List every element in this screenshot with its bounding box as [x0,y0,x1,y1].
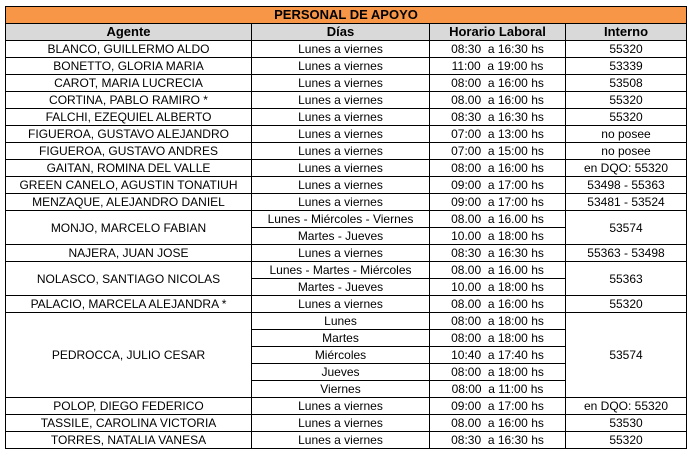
days-cell: Martes [252,330,430,347]
days-cell: Lunes - Miércoles - Viernes [252,211,430,228]
internal-extension-cell: 53481 - 53524 [566,194,687,211]
days-cell: Lunes a viernes [252,432,430,449]
agent-name-cell: BONETTO, GLORIA MARIA [6,58,252,75]
table-row [6,398,687,415]
staff-table-container [5,6,687,449]
days-cell: Lunes a viernes [252,245,430,262]
internal-extension-cell: 53339 [566,58,687,75]
table-row [6,58,687,75]
hours-cell: 08:00 a 18:00 hs [430,364,566,381]
hours-cell: 07:00 a 13:00 hs [430,126,566,143]
agent-name-cell: POLOP, DIEGO FEDERICO [6,398,252,415]
hours-cell: 08.00 a 16.00 hs [430,211,566,228]
days-cell: Lunes a viernes [252,160,430,177]
internal-extension-cell: 53498 - 55363 [566,177,687,194]
agent-name-cell: TASSILE, CAROLINA VICTORIA [6,415,252,432]
table-row [6,432,687,449]
table-row [6,415,687,432]
agent-name-cell: FIGUEROA, GUSTAVO ANDRES [6,143,252,160]
column-header-internal: Interno [566,24,687,41]
internal-extension-cell: no posee [566,143,687,160]
agent-name-cell: TORRES, NATALIA VANESA [6,432,252,449]
agent-name-cell: NOLASCO, SANTIAGO NICOLAS [6,262,252,296]
days-cell: Lunes a viernes [252,415,430,432]
days-cell: Lunes a viernes [252,143,430,160]
table-row [6,262,687,279]
days-cell: Lunes a viernes [252,109,430,126]
hours-cell: 08.00 a 16:00 hs [430,415,566,432]
days-cell: Lunes [252,313,430,330]
agent-name-cell: CORTINA, PABLO RAMIRO * [6,92,252,109]
agent-name-cell: MONJO, MARCELO FABIAN [6,211,252,245]
internal-extension-cell: 55320 [566,432,687,449]
hours-cell: 09:00 a 17:00 hs [430,177,566,194]
staff-table-body [6,41,687,449]
agent-name-cell: GREEN CANELO, AGUSTIN TONATIUH [6,177,252,194]
agent-name-cell: MENZAQUE, ALEJANDRO DANIEL [6,194,252,211]
days-cell: Lunes - Martes - Miércoles [252,262,430,279]
days-cell: Lunes a viernes [252,75,430,92]
table-row [6,313,687,330]
table-row [6,75,687,92]
internal-extension-cell: 55363 - 53498 [566,245,687,262]
days-cell: Jueves [252,364,430,381]
hours-cell: 10:40 a 17:40 hs [430,347,566,364]
hours-cell: 09:00 a 17:00 hs [430,194,566,211]
internal-extension-cell: 55320 [566,296,687,313]
table-row [6,177,687,194]
days-cell: Miércoles [252,347,430,364]
hours-cell: 09:00 a 17:00 hs [430,398,566,415]
internal-extension-cell: 53530 [566,415,687,432]
table-row [6,296,687,313]
agent-name-cell: NAJERA, JUAN JOSE [6,245,252,262]
internal-extension-cell: en DQO: 55320 [566,160,687,177]
hours-cell: 08:30 a 16:30 hs [430,41,566,58]
internal-extension-cell: 55320 [566,92,687,109]
days-cell: Martes - Jueves [252,228,430,245]
agent-name-cell: FALCHI, EZEQUIEL ALBERTO [6,109,252,126]
days-cell: Lunes a viernes [252,92,430,109]
column-header-hours: Horario Laboral [430,24,566,41]
column-header-days: Días [252,24,430,41]
hours-cell: 08:00 a 11:00 hs [430,381,566,398]
table-row [6,92,687,109]
table-row [6,245,687,262]
hours-cell: 08:00 a 18:00 hs [430,330,566,347]
days-cell: Martes - Jueves [252,279,430,296]
days-cell: Lunes a viernes [252,194,430,211]
header-row [6,24,687,41]
agent-name-cell: PALACIO, MARCELA ALEJANDRA * [6,296,252,313]
table-row [6,143,687,160]
internal-extension-cell: 53574 [566,313,687,398]
table-row [6,126,687,143]
internal-extension-cell: 53574 [566,211,687,245]
hours-cell: 08:00 a 16:00 hs [430,75,566,92]
hours-cell: 10.00 a 18:00 hs [430,279,566,296]
hours-cell: 10.00 a 18:00 hs [430,228,566,245]
agent-name-cell: FIGUEROA, GUSTAVO ALEJANDRO [6,126,252,143]
table-row [6,41,687,58]
days-cell: Lunes a viernes [252,296,430,313]
agent-name-cell: BLANCO, GUILLERMO ALDO [6,41,252,58]
hours-cell: 08:30 a 16:30 hs [430,109,566,126]
days-cell: Lunes a viernes [252,41,430,58]
days-cell: Lunes a viernes [252,126,430,143]
column-header-agent: Agente [6,24,252,41]
hours-cell: 08:00 a 16:00 hs [430,160,566,177]
internal-extension-cell: 53508 [566,75,687,92]
table-row [6,194,687,211]
days-cell: Lunes a viernes [252,398,430,415]
internal-extension-cell: en DQO: 55320 [566,398,687,415]
internal-extension-cell: 55320 [566,109,687,126]
internal-extension-cell: no posee [566,126,687,143]
days-cell: Lunes a viernes [252,58,430,75]
hours-cell: 08:30 a 16:30 hs [430,245,566,262]
hours-cell: 08:00 a 18:00 hs [430,313,566,330]
title-row [6,7,687,24]
hours-cell: 08:30 a 16:30 hs [430,432,566,449]
hours-cell: 08.00 a 16.00 hs [430,262,566,279]
staff-table [5,6,687,449]
internal-extension-cell: 55320 [566,41,687,58]
table-row [6,211,687,228]
hours-cell: 07:00 a 15:00 hs [430,143,566,160]
days-cell: Viernes [252,381,430,398]
hours-cell: 11:00 a 19:00 hs [430,58,566,75]
table-title: PERSONAL DE APOYO [6,7,687,24]
agent-name-cell: GAITAN, ROMINA DEL VALLE [6,160,252,177]
days-cell: Lunes a viernes [252,177,430,194]
hours-cell: 08.00 a 16:00 hs [430,296,566,313]
table-row [6,109,687,126]
internal-extension-cell: 55363 [566,262,687,296]
table-row [6,160,687,177]
hours-cell: 08.00 a 16:00 hs [430,92,566,109]
agent-name-cell: CAROT, MARIA LUCRECIA [6,75,252,92]
agent-name-cell: PEDROCCA, JULIO CESAR [6,313,252,398]
